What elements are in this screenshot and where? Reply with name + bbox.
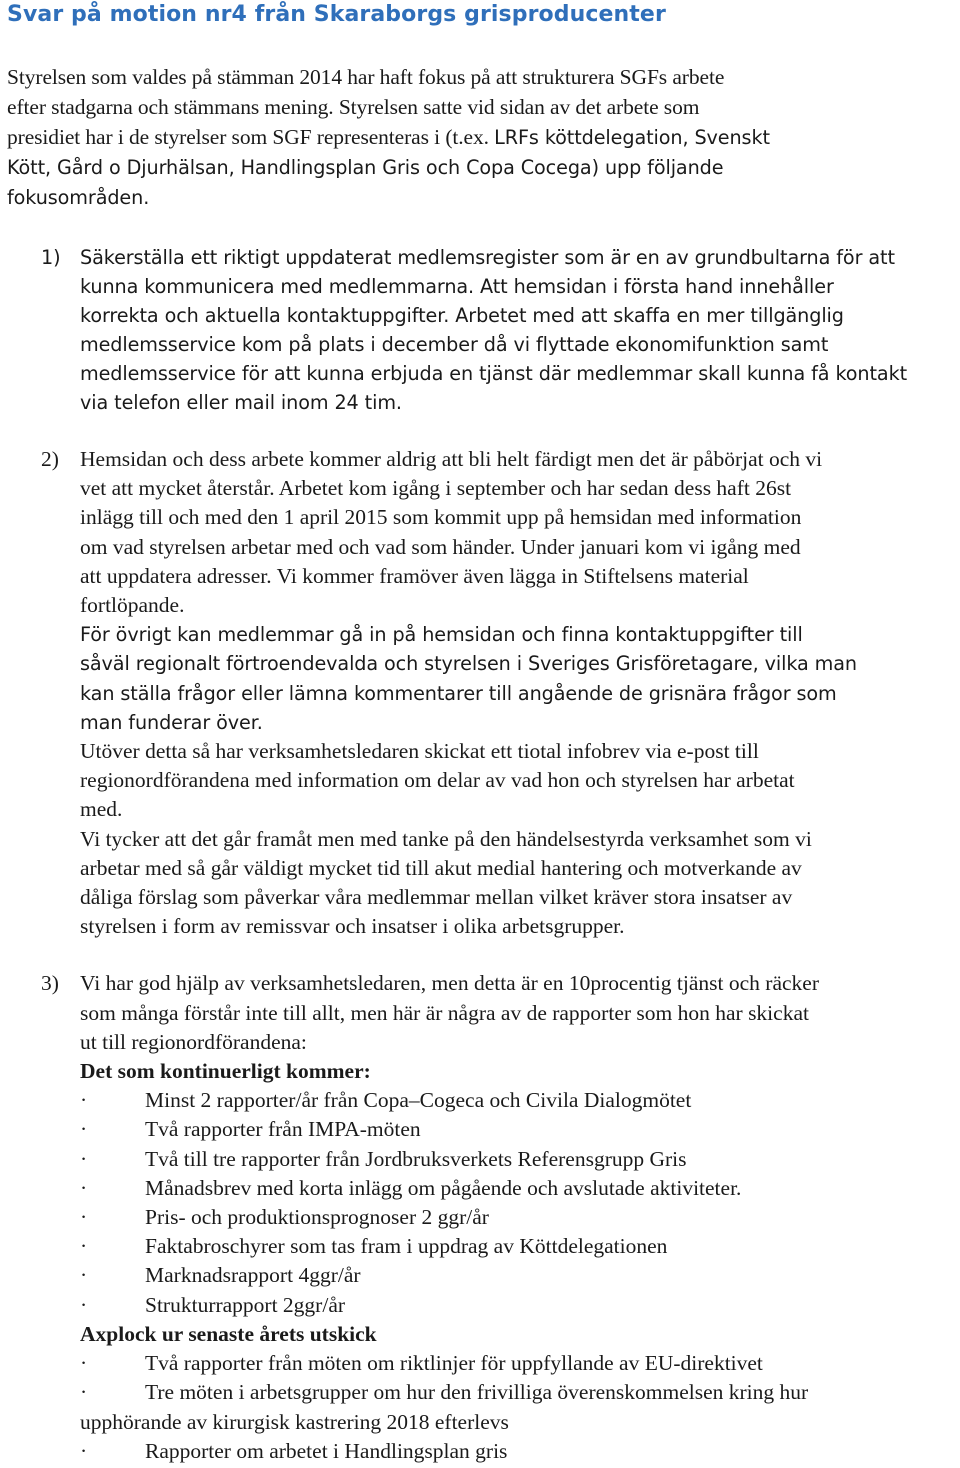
intro-line: presidiet har i de styrelser som SGF representeras i (t.ex. xyxy=(7,125,495,149)
item-line: kunna kommunicera med medlemmarna. Att hemsidan i första hand innehåller xyxy=(80,275,834,298)
item-line: att uppdatera adresser. Vi kommer framöver även lägga in Stiftelsens material xyxy=(80,563,749,588)
item-line: För övrigt kan medlemmar gå in på hemsidan och finna kontaktuppgifter till xyxy=(80,623,803,647)
recent-heading: Axplock ur senaste årets utskick xyxy=(80,1321,377,1346)
bullet-marker: · xyxy=(80,1205,88,1230)
bullet-marker: · xyxy=(80,1234,88,1259)
item-line: man funderar över. xyxy=(80,710,263,734)
focus-item-2 xyxy=(7,445,956,941)
list-item-text: Rapporter om arbetet i Handlingsplan gris xyxy=(145,1438,508,1463)
item-line: arbetar med så går väldigt mycket tid till akut medial hantering och motverkande av xyxy=(80,855,802,880)
list-item xyxy=(80,1291,956,1320)
item-line: Utöver detta så har verksamhetsledaren skickat ett tiotal infobrev via e-post till xyxy=(80,739,759,764)
item-line: med. xyxy=(80,797,123,822)
list-item xyxy=(80,1174,956,1203)
document-title: Svar på motion nr4 från Skaraborgs grisproducenter xyxy=(7,2,666,27)
bullet-marker: · xyxy=(80,1146,88,1171)
item-line: Hemsidan och dess arbete kommer aldrig att bli helt färdigt men det är påbörjat och vi xyxy=(80,447,823,471)
focus-list xyxy=(7,243,956,1466)
intro-line: Kött, Gård o Djurhälsan, Handlingsplan Gris och Copa Cocega) upp följande xyxy=(7,156,724,179)
item-line: korrekta och aktuella kontaktuppgifter. Arbetet med att skaffa en mer tillgänglig xyxy=(80,304,844,327)
list-item xyxy=(80,1203,956,1232)
list-item xyxy=(80,1232,956,1261)
item-line: fortlöpande. xyxy=(80,593,185,618)
list-item xyxy=(80,1261,956,1290)
list-item xyxy=(80,1378,956,1436)
intro-line-mixed xyxy=(7,122,956,153)
bullet-marker: · xyxy=(80,1351,88,1376)
item-line: kan ställa frågor eller lämna kommentarer till angående de grisnära frågor som xyxy=(80,681,837,705)
intro-line: LRFs köttdelegation, Svenskt xyxy=(494,126,770,149)
focus-item-3 xyxy=(7,969,956,1465)
item-line: såväl regionalt förtroendevalda och styrelsen i Sveriges Grisföretagare, vilka man xyxy=(80,652,857,676)
bullet-marker: · xyxy=(80,1263,88,1288)
list-item xyxy=(80,1349,956,1378)
item-number: 3) xyxy=(41,971,59,996)
item-number: 1) xyxy=(41,246,61,269)
continuous-report-list xyxy=(80,1086,956,1320)
list-item-text: Pris- och produktionsprognoser 2 ggr/år xyxy=(145,1205,489,1230)
bullet-marker: · xyxy=(80,1380,88,1405)
continuous-heading: Det som kontinuerligt kommer: xyxy=(80,1059,371,1084)
item-line: styrelsen i form av remissvar och insatser i olika arbetsgrupper. xyxy=(80,914,625,939)
bullet-marker: · xyxy=(80,1117,88,1142)
intro-line: Styrelsen som valdes på stämman 2014 har haft fokus på att strukturera SGFs arbete xyxy=(7,65,725,89)
list-item-text: upphörande av kirurgisk kastrering 2018 efterlevs xyxy=(80,1409,509,1434)
item-line: Vi har god hjälp av verksamhetsledaren, men detta är en 10procentig tjänst och räcker xyxy=(80,971,819,996)
item-line: medlemsservice för att kunna erbjuda en tjänst där medlemmar skall kunna få kontakt xyxy=(80,362,908,385)
item-line: inlägg till och med den 1 april 2015 som kommit upp på hemsidan med information xyxy=(80,505,802,530)
item-line: regionordförandena med information om delar av vad hon och styrelsen har arbetat xyxy=(80,768,795,793)
bullet-marker: · xyxy=(80,1088,88,1113)
item-line: som många förstår inte till allt, men här är några av de rapporter som hon har skickat xyxy=(80,1000,809,1025)
intro-line: fokusområden. xyxy=(7,186,150,209)
list-item xyxy=(80,1086,956,1115)
item-line: dåliga förslag som påverkar våra medlemmar mellan vilket kräver stora insatser av xyxy=(80,885,793,910)
list-item-text: Strukturrapport 2ggr/år xyxy=(145,1292,346,1317)
list-item-text: Marknadsrapport 4ggr/år xyxy=(145,1263,361,1288)
item-line: Vi tycker att det går framåt men med tanke på den händelsestyrda verksamhet som vi xyxy=(80,826,812,851)
list-item-text: Månadsbrev med korta inlägg om pågående och avslutade aktiviteter. xyxy=(145,1175,742,1200)
item-line: via telefon eller mail inom 24 tim. xyxy=(80,391,402,414)
bullet-marker: · xyxy=(80,1438,88,1463)
list-item xyxy=(80,1145,956,1174)
list-item-text: Faktabroschyrer som tas fram i uppdrag av Köttdelegationen xyxy=(145,1234,668,1259)
intro-line: efter stadgarna och stämmans mening. Styrelsen satte vid sidan av det arbete som xyxy=(7,95,700,119)
item-number: 2) xyxy=(41,447,59,471)
bullet-marker: · xyxy=(80,1292,88,1317)
item-line: ut till regionordförandena: xyxy=(80,1029,307,1054)
list-item xyxy=(80,1437,956,1466)
recent-report-list xyxy=(80,1349,956,1466)
focus-item-1 xyxy=(7,243,956,417)
item-line: Säkerställa ett riktigt uppdaterat medlemsregister som är en av grundbultarna för att xyxy=(80,246,895,269)
item-line: om vad styrelsen arbetar med och vad som händer. Under januari kom vi igång med xyxy=(80,534,801,559)
list-item-text: Tre möten i arbetsgrupper om hur den frivilliga överenskommelsen kring hur xyxy=(145,1380,809,1405)
list-item-text: Två till tre rapporter från Jordbruksverkets Referensgrupp Gris xyxy=(145,1146,687,1171)
list-item-text: Två rapporter från möten om riktlinjer för uppfyllande av EU-direktivet xyxy=(145,1351,763,1376)
intro-paragraph xyxy=(7,62,956,213)
bullet-marker: · xyxy=(80,1175,88,1200)
item-line: vet att mycket återstår. Arbetet kom igång i september och har sedan dess haft 26st xyxy=(80,476,792,501)
list-item-text: Minst 2 rapporter/år från Copa–Cogeca och Civila Dialogmötet xyxy=(145,1088,692,1113)
item-line: medlemsservice kom på plats i december då vi flyttade ekonomifunktion samt xyxy=(80,333,829,356)
list-item xyxy=(80,1115,956,1144)
list-item-text: Två rapporter från IMPA-möten xyxy=(145,1117,421,1142)
